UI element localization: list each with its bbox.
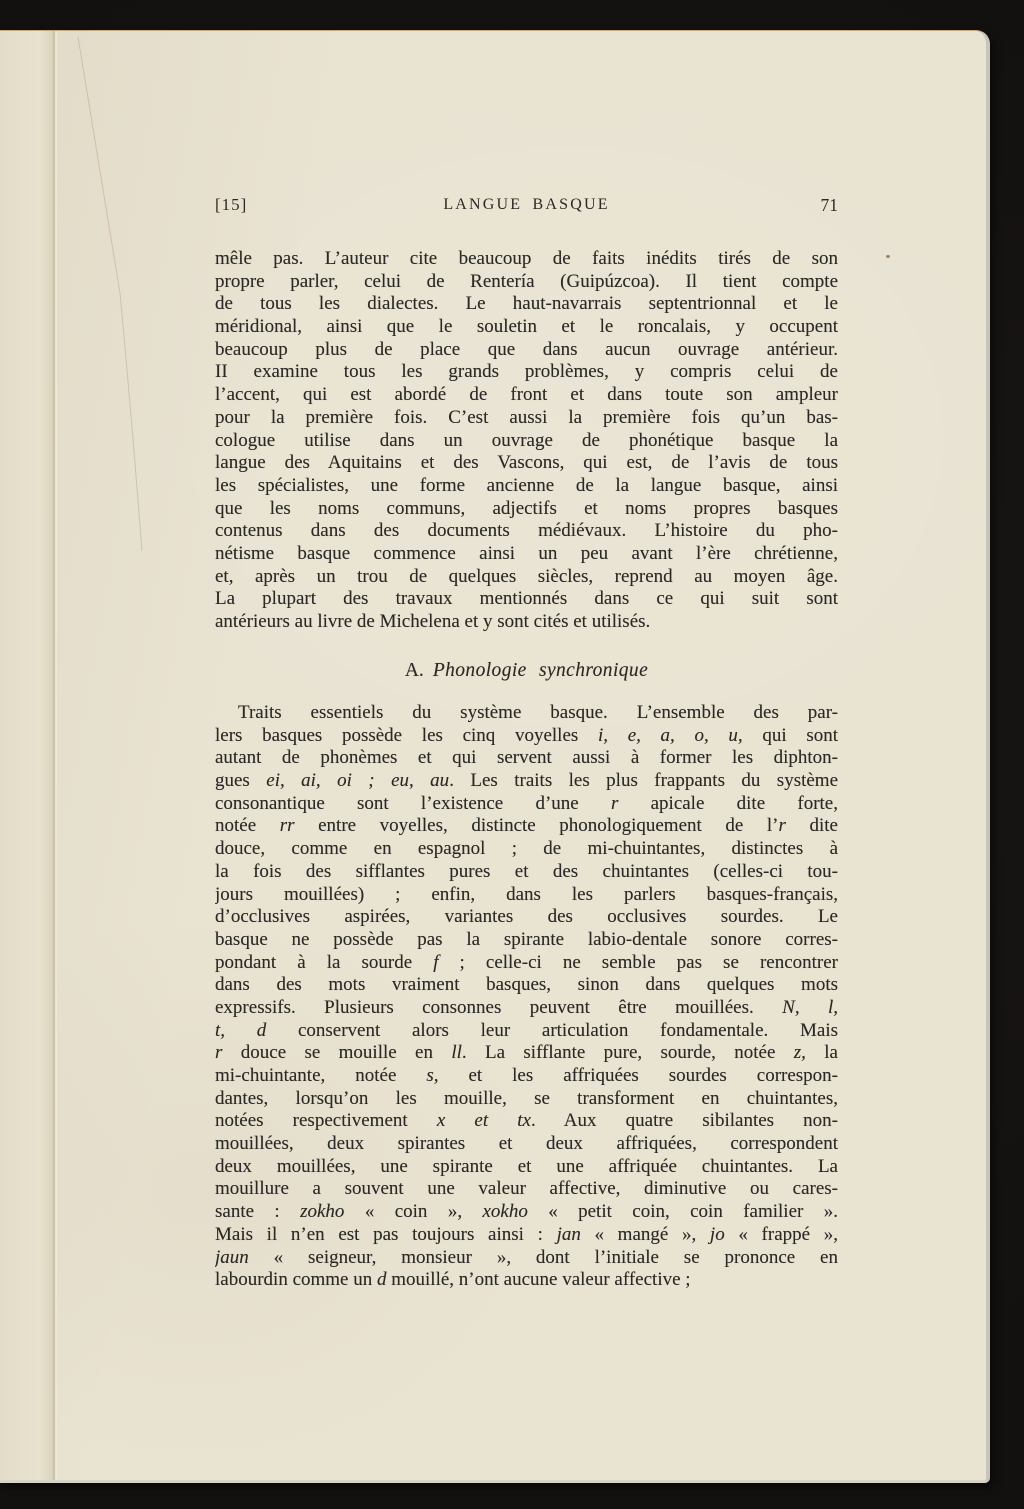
book-page <box>0 30 990 1483</box>
text-line: notées respectivement x et tx. Aux quatre sibilantes non- <box>215 1110 838 1132</box>
text-line: labourdin comme un d mouillé, n’ont aucune valeur affective ; <box>215 1269 691 1291</box>
section-heading <box>215 660 838 684</box>
text-line: langue des Aquitains et des Vascons, qui est, de l’avis de tous <box>215 452 838 474</box>
text-line: dantes, lorsqu’on les mouille, se transforment en chuintantes, <box>215 1087 838 1109</box>
text-line: Traits essentiels du système basque. L’ensemble des par- <box>238 702 838 723</box>
text-line: Mais il n’en est pas toujours ainsi : jan « mangé », jo « frappé », <box>215 1223 838 1245</box>
text-line: expressifs. Plusieurs consonnes peuvent être mouillées. N, l, <box>215 996 838 1018</box>
text-line: II examine tous les grands problèmes, y compris celui de <box>215 361 838 383</box>
running-title: LANGUE BASQUE <box>443 196 610 213</box>
text-line: mêle pas. L’auteur cite beaucoup de faits inédits tirés de son <box>215 248 838 269</box>
text-line: contenus dans des documents médiévaux. L’histoire du pho- <box>215 520 838 542</box>
page-header <box>215 195 838 217</box>
page-number: 71 <box>820 195 838 215</box>
text-line: autant de phonèmes et qui servent aussi à former les diphton- <box>215 747 838 769</box>
section-heading-prefix: A. <box>404 660 424 681</box>
text-line: consonantique sont l’existence d’une r apicale dite forte, <box>215 792 838 814</box>
text-line: sante : zokho « coin », xokho « petit coin, coin familier ». <box>215 1201 838 1223</box>
text-line: La plupart des travaux mentionnés dans ce qui suit sont <box>215 588 838 610</box>
text-line: r douce se mouille en ll. La sifflante pure, sourde, notée z, la <box>215 1042 838 1064</box>
text-line: deux mouillées, une spirante et une affriquée chuintantes. La <box>215 1155 838 1177</box>
text-line: propre parler, celui de Rentería (Guipúzcoa). Il tient compte <box>215 270 838 292</box>
text-line: cologue utilise dans un ouvrage de phonétique basque la <box>215 429 838 451</box>
text-line: l’accent, qui est abordé de front et dans toute son ampleur <box>215 384 838 406</box>
text-line: lers basques possède les cinq voyelles i, e, a, o, u, qui sont <box>215 724 838 746</box>
text-line: dans des mots vraiment basques, sinon dans quelques mots <box>215 974 838 996</box>
page-gutter <box>0 31 54 1480</box>
paragraph-1 <box>215 248 838 634</box>
text-line: les spécialistes, une forme ancienne de la langue basque, ainsi <box>215 474 838 496</box>
text-line: notée rr entre voyelles, distincte phonologiquement de l’r dite <box>215 815 838 837</box>
text-line: nétisme basque commence ainsi un peu avant l’ère chrétienne, <box>215 542 838 564</box>
text-line: que les noms communs, adjectifs et noms propres basques <box>215 497 838 519</box>
text-line: mouillure a souvent une valeur affective, diminutive ou cares- <box>215 1178 838 1200</box>
text-line: méridional, ainsi que le souletin et le roncalais, y occupent <box>215 316 838 338</box>
text-line: gues ei, ai, oi ; eu, au. Les traits les plus frappants du système <box>215 770 838 792</box>
text-line: basque ne possède pas la spirante labio-dentale sonore corres- <box>215 928 838 950</box>
text-line: beaucoup plus de place que dans aucun ouvrage antérieur. <box>215 338 838 360</box>
text-line: de tous les dialectes. Le haut-navarrais septentrionnal et le <box>215 293 838 315</box>
binding-crease <box>54 31 57 1480</box>
text-line: la fois des sifflantes pures et des chuintantes (celles-ci tou- <box>215 860 838 882</box>
text-line: antérieurs au livre de Michelena et y sont cités et utilisés. <box>215 611 651 632</box>
paragraph-2 <box>215 702 838 1292</box>
text-line: mi-chuintante, notée s, et les affriquées sourdes correspon- <box>215 1065 838 1086</box>
text-line: pour la première fois. C’est aussi la première fois qu’un bas- <box>215 406 838 428</box>
text-line: douce, comme en espagnol ; de mi-chuintantes, distinctes à <box>215 838 838 860</box>
text-line: mouillées, deux spirantes et deux affriquées, correspondent <box>215 1133 838 1155</box>
text-line: d’occlusives aspirées, variantes des occlusives sourdes. Le <box>215 906 838 928</box>
text-line: t, d conservent alors leur articulation fondamentale. Mais <box>215 1019 838 1041</box>
paper-speck <box>886 255 890 258</box>
text-line: pondant à la sourde f ; celle-ci ne semble pas se rencontrer <box>215 951 838 973</box>
section-reference: [15] <box>215 195 248 214</box>
text-line: jours mouillées) ; enfin, dans les parlers basques-français, <box>215 883 838 905</box>
section-heading-title: Phonologie synchronique <box>432 660 649 681</box>
text-line: et, après un trou de quelques siècles, reprend au moyen âge. <box>215 565 838 587</box>
text-line: jaun « seigneur, monsieur », dont l’initiale se prononce en <box>215 1246 838 1268</box>
